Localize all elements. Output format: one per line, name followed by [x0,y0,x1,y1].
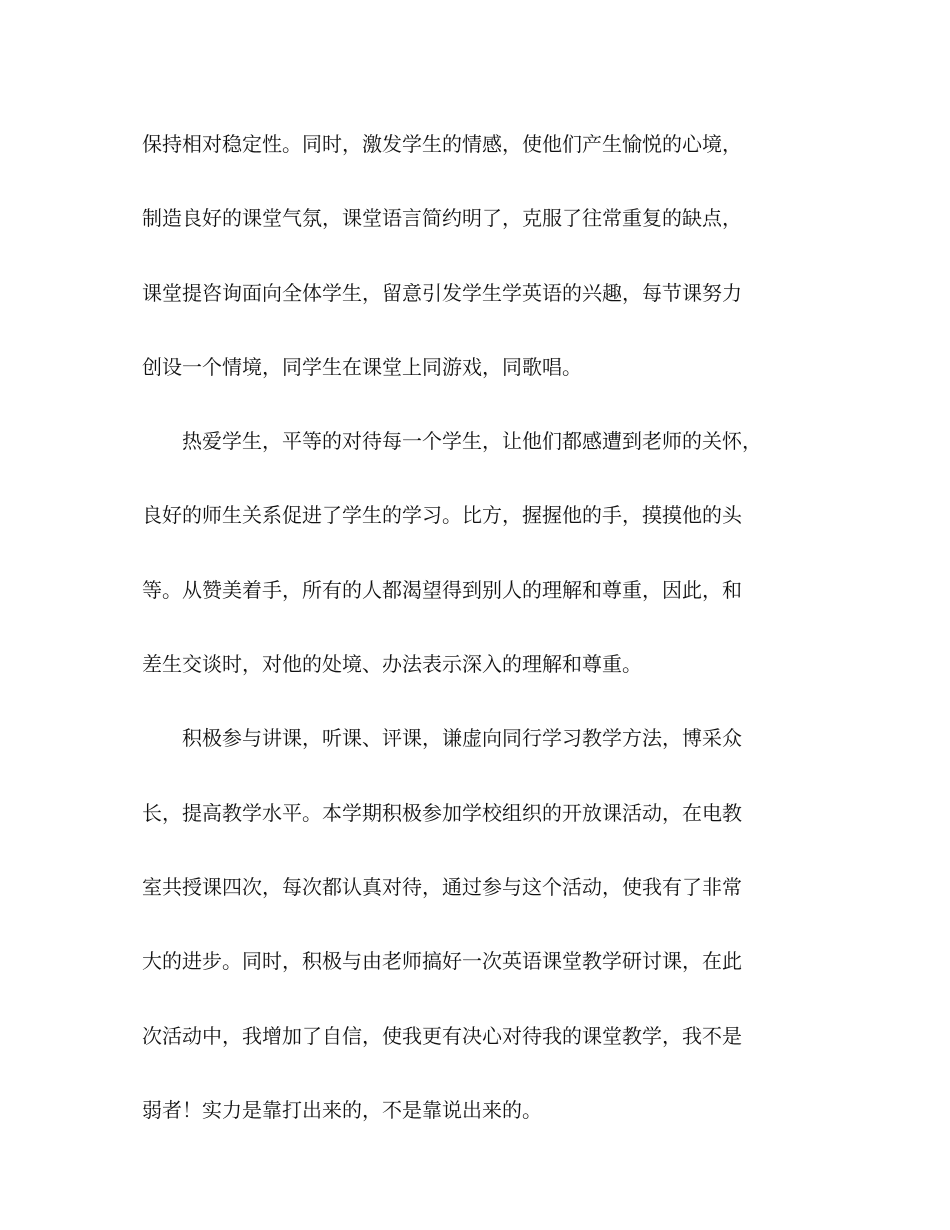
text-line: 长，提高教学水平。本学期积极参加学校组织的开放课活动，在电教 [142,800,742,825]
text-line: 保持相对稳定性。同时，激发学生的情感，使他们产生愉悦的心境， [142,132,742,156]
text-line: 弱者！实力是靠打出来的，不是靠说出来的。 [142,1097,542,1122]
text-line: 等。从赞美着手，所有的人都渴望得到别人的理解和尊重，因此，和 [142,577,742,602]
paragraph-3 [142,717,812,1163]
text-line: 差生交谈时，对他的处境、办法表示深入的理解和尊重。 [142,652,642,677]
text-line: 课堂提咨询面向全体学生，留意引发学生学英语的兴趣，每节课努力 [142,280,742,305]
paragraph-1 [142,123,812,420]
text-line: 大的进步。同时，积极与由老师搞好一次英语课堂教学研讨课，在此 [142,949,742,974]
text-line: 热爱学生，平等的对待每一个学生，让他们都感遭到老师的关怀， [182,429,762,454]
text-line: 室共授课四次，每次都认真对待，通过参与这个活动，使我有了非常 [142,874,742,899]
text-line: 创设一个情境，同学生在课堂上同游戏，同歌唱。 [142,354,582,379]
paragraph-2 [142,420,812,717]
text-line: 制造良好的课堂气氛，课堂语言简约明了，克服了往常重复的缺点， [142,206,742,231]
document-body [142,123,812,1163]
text-line: 积极参与讲课，听课、评课，谦虚向同行学习教学方法，博采众 [182,726,742,751]
text-line: 次活动中，我增加了自信，使我更有决心对待我的课堂教学，我不是 [142,1023,742,1048]
text-line: 良好的师生关系促进了学生的学习。比方，握握他的手，摸摸他的头 [142,503,742,528]
